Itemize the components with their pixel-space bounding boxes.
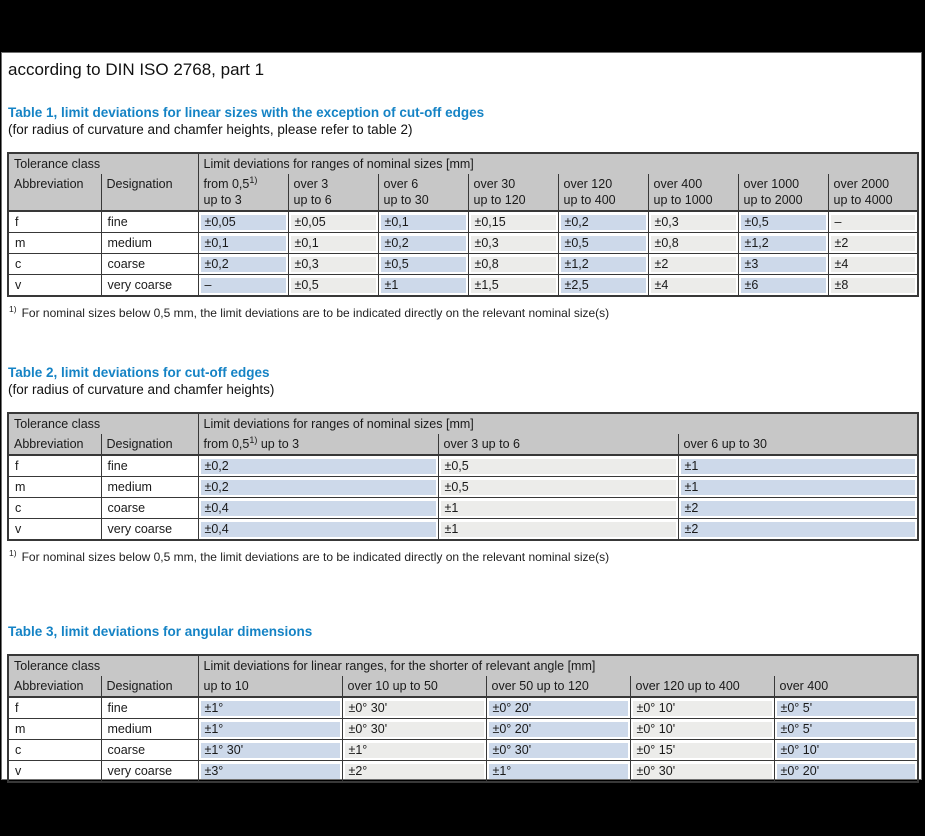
value-cell: ±0,2 (558, 211, 648, 233)
value-cell: ±1 (438, 498, 678, 519)
value-cell: ±0,5 (438, 455, 678, 477)
tolerance-row (8, 275, 918, 297)
doc-title: according to DIN ISO 2768, part 1 (8, 60, 265, 79)
value-cell: ±0° 30' (486, 740, 630, 761)
row-abbreviation: c (8, 740, 101, 761)
tolerance-row (8, 233, 918, 254)
tolerance-row (8, 519, 918, 541)
row-designation: very coarse (101, 275, 198, 297)
row-abbreviation: m (8, 233, 101, 254)
value-cell: ±1° (342, 740, 486, 761)
range-header: over 120 up to 400 (630, 676, 774, 697)
footnote-marker: 1) (9, 304, 17, 314)
value-cell: ±0° 15' (630, 740, 774, 761)
row-designation: coarse (101, 254, 198, 275)
group-header-tolerance-class: Tolerance class (8, 413, 198, 434)
row-designation: medium (101, 477, 198, 498)
value-cell: ±1° 30' (198, 740, 342, 761)
col-header-designation: Designation (101, 174, 198, 211)
value-cell: ±0,5 (378, 254, 468, 275)
value-cell: ±4 (648, 275, 738, 297)
table-heading: Table 3, limit deviations for angular dimensions (8, 624, 313, 639)
value-cell: ±0,5 (288, 275, 378, 297)
group-header-tolerance-class: Tolerance class (8, 655, 198, 676)
value-cell: ±0,05 (198, 211, 288, 233)
footnote-reference: 1) (249, 434, 258, 445)
tolerance-table1 (7, 152, 919, 297)
tolerance-row (8, 211, 918, 233)
range-header: over 3 up to 6 (438, 434, 678, 455)
value-cell: ±0,05 (288, 211, 378, 233)
value-cell: ±0,1 (378, 211, 468, 233)
footnote: $^{1)}$ For nominal sizes below 0,5 mm, the limit deviations are to be indicated directly on the relevant nominal size(s) (9, 548, 610, 564)
value-cell: ±0,3 (468, 233, 558, 254)
value-cell: ±2 (678, 519, 918, 541)
value-cell: ±0° 20' (774, 761, 918, 783)
tolerance-row (8, 740, 918, 761)
group-header-tolerance-class: Tolerance class (8, 153, 198, 174)
row-designation: medium (101, 233, 198, 254)
range-header: over 2000 up to 4000 (828, 174, 918, 211)
value-cell: ±2 (678, 498, 918, 519)
range-header: over 10 up to 50 (342, 676, 486, 697)
row-abbreviation: v (8, 519, 101, 541)
row-abbreviation: f (8, 211, 101, 233)
table-header-group-row (8, 655, 918, 676)
footnote-marker: 1) (9, 548, 17, 558)
tolerance-table2 (7, 412, 919, 541)
value-cell: ±1 (378, 275, 468, 297)
range-header: over 400 (774, 676, 918, 697)
value-cell: ±1 (678, 477, 918, 498)
value-cell: ±1 (438, 519, 678, 541)
section-table3 (2, 624, 921, 783)
value-cell: ±0,2 (198, 455, 438, 477)
value-cell: ±2,5 (558, 275, 648, 297)
row-abbreviation: v (8, 275, 101, 297)
value-cell: ±0° 20' (486, 719, 630, 740)
row-abbreviation: f (8, 697, 101, 719)
range-header: from 0,5$^{1)}$ up to 3 (198, 174, 288, 211)
value-cell: ±2 (828, 233, 918, 254)
range-header: over 400 up to 1000 (648, 174, 738, 211)
row-designation: very coarse (101, 519, 198, 541)
value-cell: ±1° (198, 697, 342, 719)
value-cell: ±0,8 (468, 254, 558, 275)
value-cell: ±0,2 (378, 233, 468, 254)
range-header: over 6 up to 30 (678, 434, 918, 455)
range-header: over 3 up to 6 (288, 174, 378, 211)
table-header-columns-row (8, 676, 918, 697)
value-cell: ±8 (828, 275, 918, 297)
value-cell: ±0° 10' (630, 697, 774, 719)
row-abbreviation: f (8, 455, 101, 477)
value-cell: ±0,8 (648, 233, 738, 254)
value-cell: ±0,2 (198, 477, 438, 498)
value-cell: ±0° 5' (774, 719, 918, 740)
value-cell: ±1° (198, 719, 342, 740)
document-page (1, 52, 922, 780)
col-header-designation: Designation (101, 434, 198, 455)
value-cell: ±3° (198, 761, 342, 783)
section-table2 (2, 365, 921, 565)
value-cell: ±0,5 (558, 233, 648, 254)
range-header: over 30 up to 120 (468, 174, 558, 211)
row-abbreviation: m (8, 477, 101, 498)
value-cell: ±0,2 (198, 254, 288, 275)
table-header-columns-row (8, 434, 918, 455)
group-header-ranges: Limit deviations for ranges of nominal sizes [mm] (198, 413, 918, 434)
table-heading: Table 1, limit deviations for linear sizes with the exception of cut-off edges (8, 105, 485, 120)
value-cell: – (828, 211, 918, 233)
range-header: over 1000 up to 2000 (738, 174, 828, 211)
tolerance-row (8, 498, 918, 519)
row-designation: fine (101, 697, 198, 719)
value-cell: ±3 (738, 254, 828, 275)
value-cell: ±1,2 (738, 233, 828, 254)
col-header-abbreviation: Abbreviation (8, 434, 101, 455)
group-header-ranges: Limit deviations for ranges of nominal sizes [mm] (198, 153, 918, 174)
value-cell: ±0,3 (288, 254, 378, 275)
tolerance-row (8, 477, 918, 498)
row-abbreviation: m (8, 719, 101, 740)
tolerance-row (8, 697, 918, 719)
col-header-designation: Designation (101, 676, 198, 697)
value-cell: ±0,4 (198, 519, 438, 541)
footnote-reference: 1) (249, 174, 258, 185)
row-designation: coarse (101, 498, 198, 519)
value-cell: ±2° (342, 761, 486, 783)
table-header-group-row (8, 153, 918, 174)
col-header-abbreviation: Abbreviation (8, 676, 101, 697)
value-cell: ±0° 20' (486, 697, 630, 719)
table-header-columns-row (8, 174, 918, 211)
value-cell: ±6 (738, 275, 828, 297)
table-header-group-row (8, 413, 918, 434)
table-heading: Table 2, limit deviations for cut-off edges (8, 365, 270, 380)
value-cell: ±0,1 (198, 233, 288, 254)
value-cell: ±0,5 (438, 477, 678, 498)
tolerance-row (8, 254, 918, 275)
table-subtitle: (for radius of curvature and chamfer heights) (8, 382, 275, 397)
row-designation: coarse (101, 740, 198, 761)
tolerance-row (8, 719, 918, 740)
value-cell: – (198, 275, 288, 297)
row-designation: fine (101, 455, 198, 477)
range-header: over 120 up to 400 (558, 174, 648, 211)
group-header-ranges: Limit deviations for linear ranges, for the shorter of relevant angle [mm] (198, 655, 918, 676)
value-cell: ±0,5 (738, 211, 828, 233)
value-cell: ±0,4 (198, 498, 438, 519)
value-cell: ±0° 10' (774, 740, 918, 761)
tolerance-row (8, 761, 918, 783)
footnote: $^{1)}$ For nominal sizes below 0,5 mm, the limit deviations are to be indicated directly on the relevant nominal size(s) (9, 304, 610, 320)
range-header: up to 10 (198, 676, 342, 697)
tolerance-table3 (7, 654, 919, 783)
range-header: from 0,5$^{1)}$ up to 3 (198, 434, 438, 455)
value-cell: ±0,15 (468, 211, 558, 233)
value-cell: ±0° 10' (630, 719, 774, 740)
col-header-abbreviation: Abbreviation (8, 174, 101, 211)
value-cell: ±0,1 (288, 233, 378, 254)
section-table1 (2, 105, 921, 321)
tables-container (2, 105, 921, 783)
row-abbreviation: c (8, 498, 101, 519)
value-cell: ±1 (678, 455, 918, 477)
range-header: over 50 up to 120 (486, 676, 630, 697)
value-cell: ±0° 30' (342, 697, 486, 719)
value-cell: ±0° 5' (774, 697, 918, 719)
tolerance-row (8, 455, 918, 477)
value-cell: ±0° 30' (342, 719, 486, 740)
value-cell: ±1,5 (468, 275, 558, 297)
row-abbreviation: v (8, 761, 101, 783)
value-cell: ±1° (486, 761, 630, 783)
value-cell: ±1,2 (558, 254, 648, 275)
range-header: over 6 up to 30 (378, 174, 468, 211)
value-cell: ±0° 30' (630, 761, 774, 783)
row-designation: very coarse (101, 761, 198, 783)
row-designation: medium (101, 719, 198, 740)
row-designation: fine (101, 211, 198, 233)
table-subtitle: (for radius of curvature and chamfer heights, please refer to table 2) (8, 122, 413, 137)
value-cell: ±2 (648, 254, 738, 275)
value-cell: ±4 (828, 254, 918, 275)
value-cell: ±0,3 (648, 211, 738, 233)
row-abbreviation: c (8, 254, 101, 275)
